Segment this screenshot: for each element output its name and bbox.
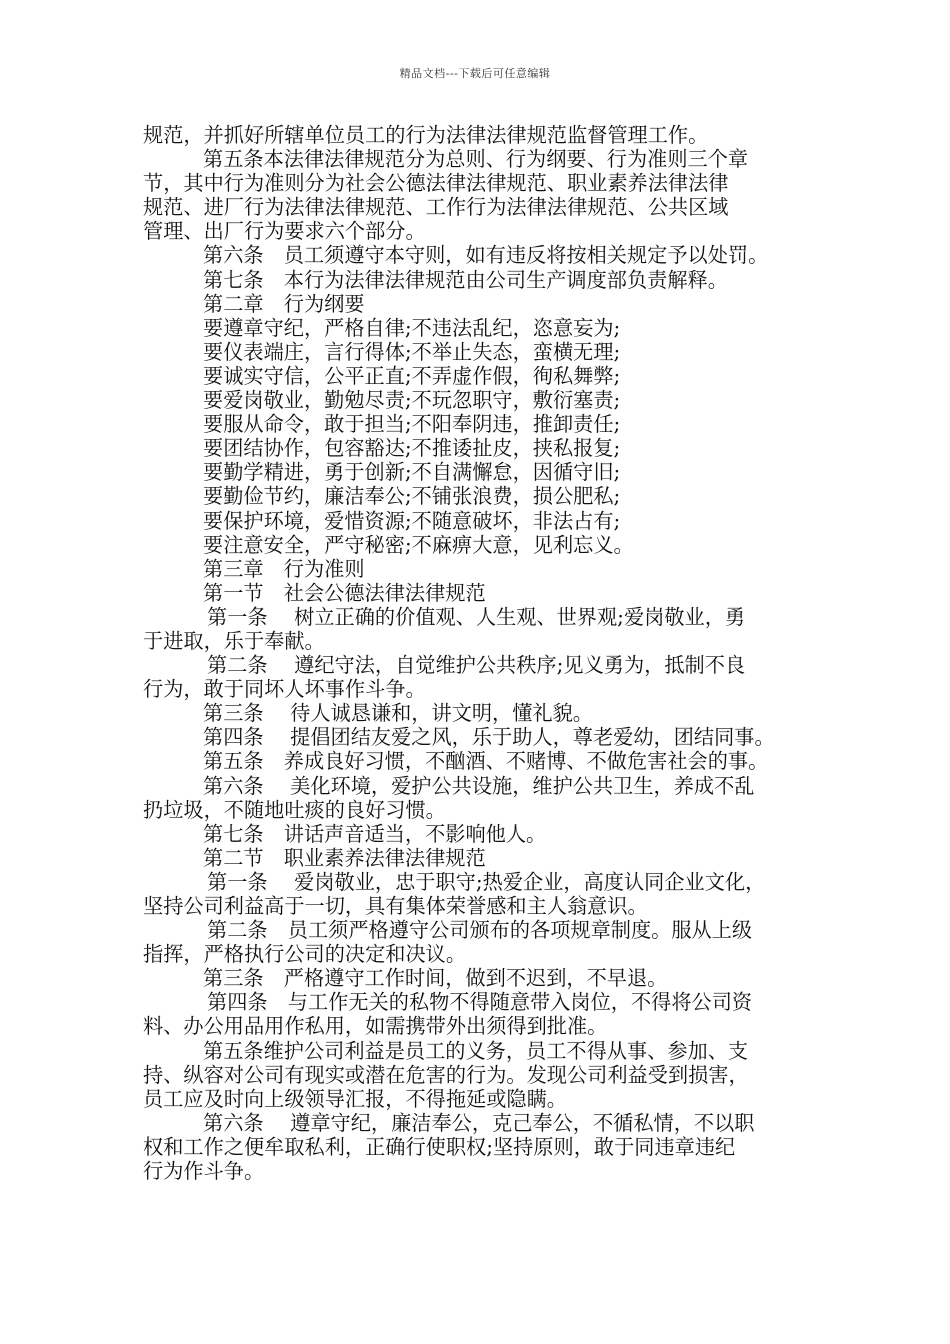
text-line: 第五条本法律法律规范分为总则、行为纲要、行为准则三个章 <box>203 147 749 172</box>
text-line: 行为作斗争。 <box>143 1159 265 1184</box>
text-line: 员工应及时向上级领导汇报，不得拖延或隐瞒。 <box>143 1086 567 1111</box>
text-line: 坚持公司利益高于一切，具有集体荣誉感和主人翁意识。 <box>143 894 648 918</box>
text-line: 要保护环境，爱惜资源;不随意破坏，非法占有; <box>203 508 621 533</box>
text-line: 第四条 提倡团结友爱之风，乐于助人，尊老爱幼，团结同事。 <box>203 725 775 750</box>
text-line: 第七条 本行为法律法律规范由公司生产调度部负责解释。 <box>203 267 728 292</box>
text-line: 料、办公用品用作私用，如需携带外出须得到批准。 <box>143 1014 608 1039</box>
text-line: 第五条 养成良好习惯，不酗酒、不赌博、不做危害社会的事。 <box>203 749 769 774</box>
text-line: 第五条维护公司利益是员工的义务，员工不得从事、参加、支 <box>203 1038 749 1063</box>
document-body <box>143 123 811 1183</box>
text-line: 第三条 严格遵守工作时间，做到不迟到，不早退。 <box>203 966 668 991</box>
text-line: 管理、出厂行为要求六个部分。 <box>143 219 426 244</box>
text-line: 行为，敢于同坏人坏事作斗争。 <box>143 677 426 702</box>
text-line: 要服从命令，敢于担当;不阳奉阴违，推卸责任; <box>203 412 621 437</box>
text-line: 于进取，乐于奉献。 <box>143 628 325 653</box>
text-line: 第六条 美化环境，爱护公共设施，维护公共卫生，养成不乱 <box>203 773 755 798</box>
text-line: 持、纵容对公司有现实或潜在危害的行为。发现公司利益受到损害， <box>143 1062 749 1087</box>
text-line: 第二条 遵纪守法，自觉维护公共秩序;见义勇为，抵制不良 <box>207 653 746 678</box>
text-line: 权和工作之便牟取私利，正确行使职权;坚持原则，敢于同违章违纪 <box>143 1134 736 1159</box>
text-line: 要遵章守纪，严格自律;不违法乱纪，恣意妄为; <box>203 315 621 340</box>
text-line: 要注意安全，严守秘密;不麻痹大意，见利忘义。 <box>203 532 634 557</box>
page-header: 精品文档---下载后可任意编辑 <box>399 67 551 80</box>
text-line: 要勤俭节约，廉洁奉公;不铺张浪费，损公肥私; <box>203 484 621 509</box>
text-line: 要勤学精进，勇于创新;不自满懈怠，因循守旧; <box>203 460 621 485</box>
text-line: 第六条 员工须遵守本守则，如有违反将按相关规定予以处罚。 <box>203 243 769 268</box>
text-line: 第七条 讲话声音适当，不影响他人。 <box>203 821 547 846</box>
text-line: 规范、进厂行为法律法律规范、工作行为法律法律规范、公共区域 <box>143 195 729 220</box>
text-line: 要诚实守信，公平正直;不弄虚作假，徇私舞弊; <box>203 363 621 388</box>
text-line: 第一节 社会公德法律法律规范 <box>203 580 486 605</box>
text-line: 第一条 树立正确的价值观、人生观、世界观;爱岗敬业，勇 <box>207 604 746 629</box>
text-line: 第二条 员工须严格遵守公司颁布的各项规章制度。服从上级 <box>207 918 753 943</box>
text-line: 第一条 爱岗敬业，忠于职守;热爱企业，高度认同企业文化， <box>207 869 766 894</box>
text-line: 要团结协作，包容豁达;不推诿扯皮，挟私报复; <box>203 436 621 461</box>
text-line: 第三条 待人诚恳谦和，讲文明，懂礼貌。 <box>203 701 593 726</box>
text-line: 第二节 职业素养法律法律规范 <box>203 845 486 870</box>
text-line: 节，其中行为准则分为社会公德法律法律规范、职业素养法律法律 <box>143 171 729 196</box>
text-line: 要爱岗敬业，勤勉尽责;不玩忽职守，敷衍塞责; <box>203 388 621 413</box>
text-line: 规范，并抓好所辖单位员工的行为法律法律规范监督管理工作。 <box>143 123 709 147</box>
text-line: 第六条 遵章守纪，廉洁奉公，克己奉公，不循私情，不以职 <box>203 1110 755 1135</box>
text-line: 第四条 与工作无关的私物不得随意带入岗位，不得将公司资 <box>207 990 753 1015</box>
text-line: 扔垃圾，不随地吐痰的良好习惯。 <box>143 797 446 822</box>
text-line: 指挥，严格执行公司的决定和决议。 <box>143 942 467 967</box>
text-line: 第三章 行为准则 <box>203 556 365 581</box>
text-line: 第二章 行为纲要 <box>203 291 365 316</box>
text-line: 要仪表端庄，言行得体;不举止失态，蛮横无理; <box>203 339 621 364</box>
